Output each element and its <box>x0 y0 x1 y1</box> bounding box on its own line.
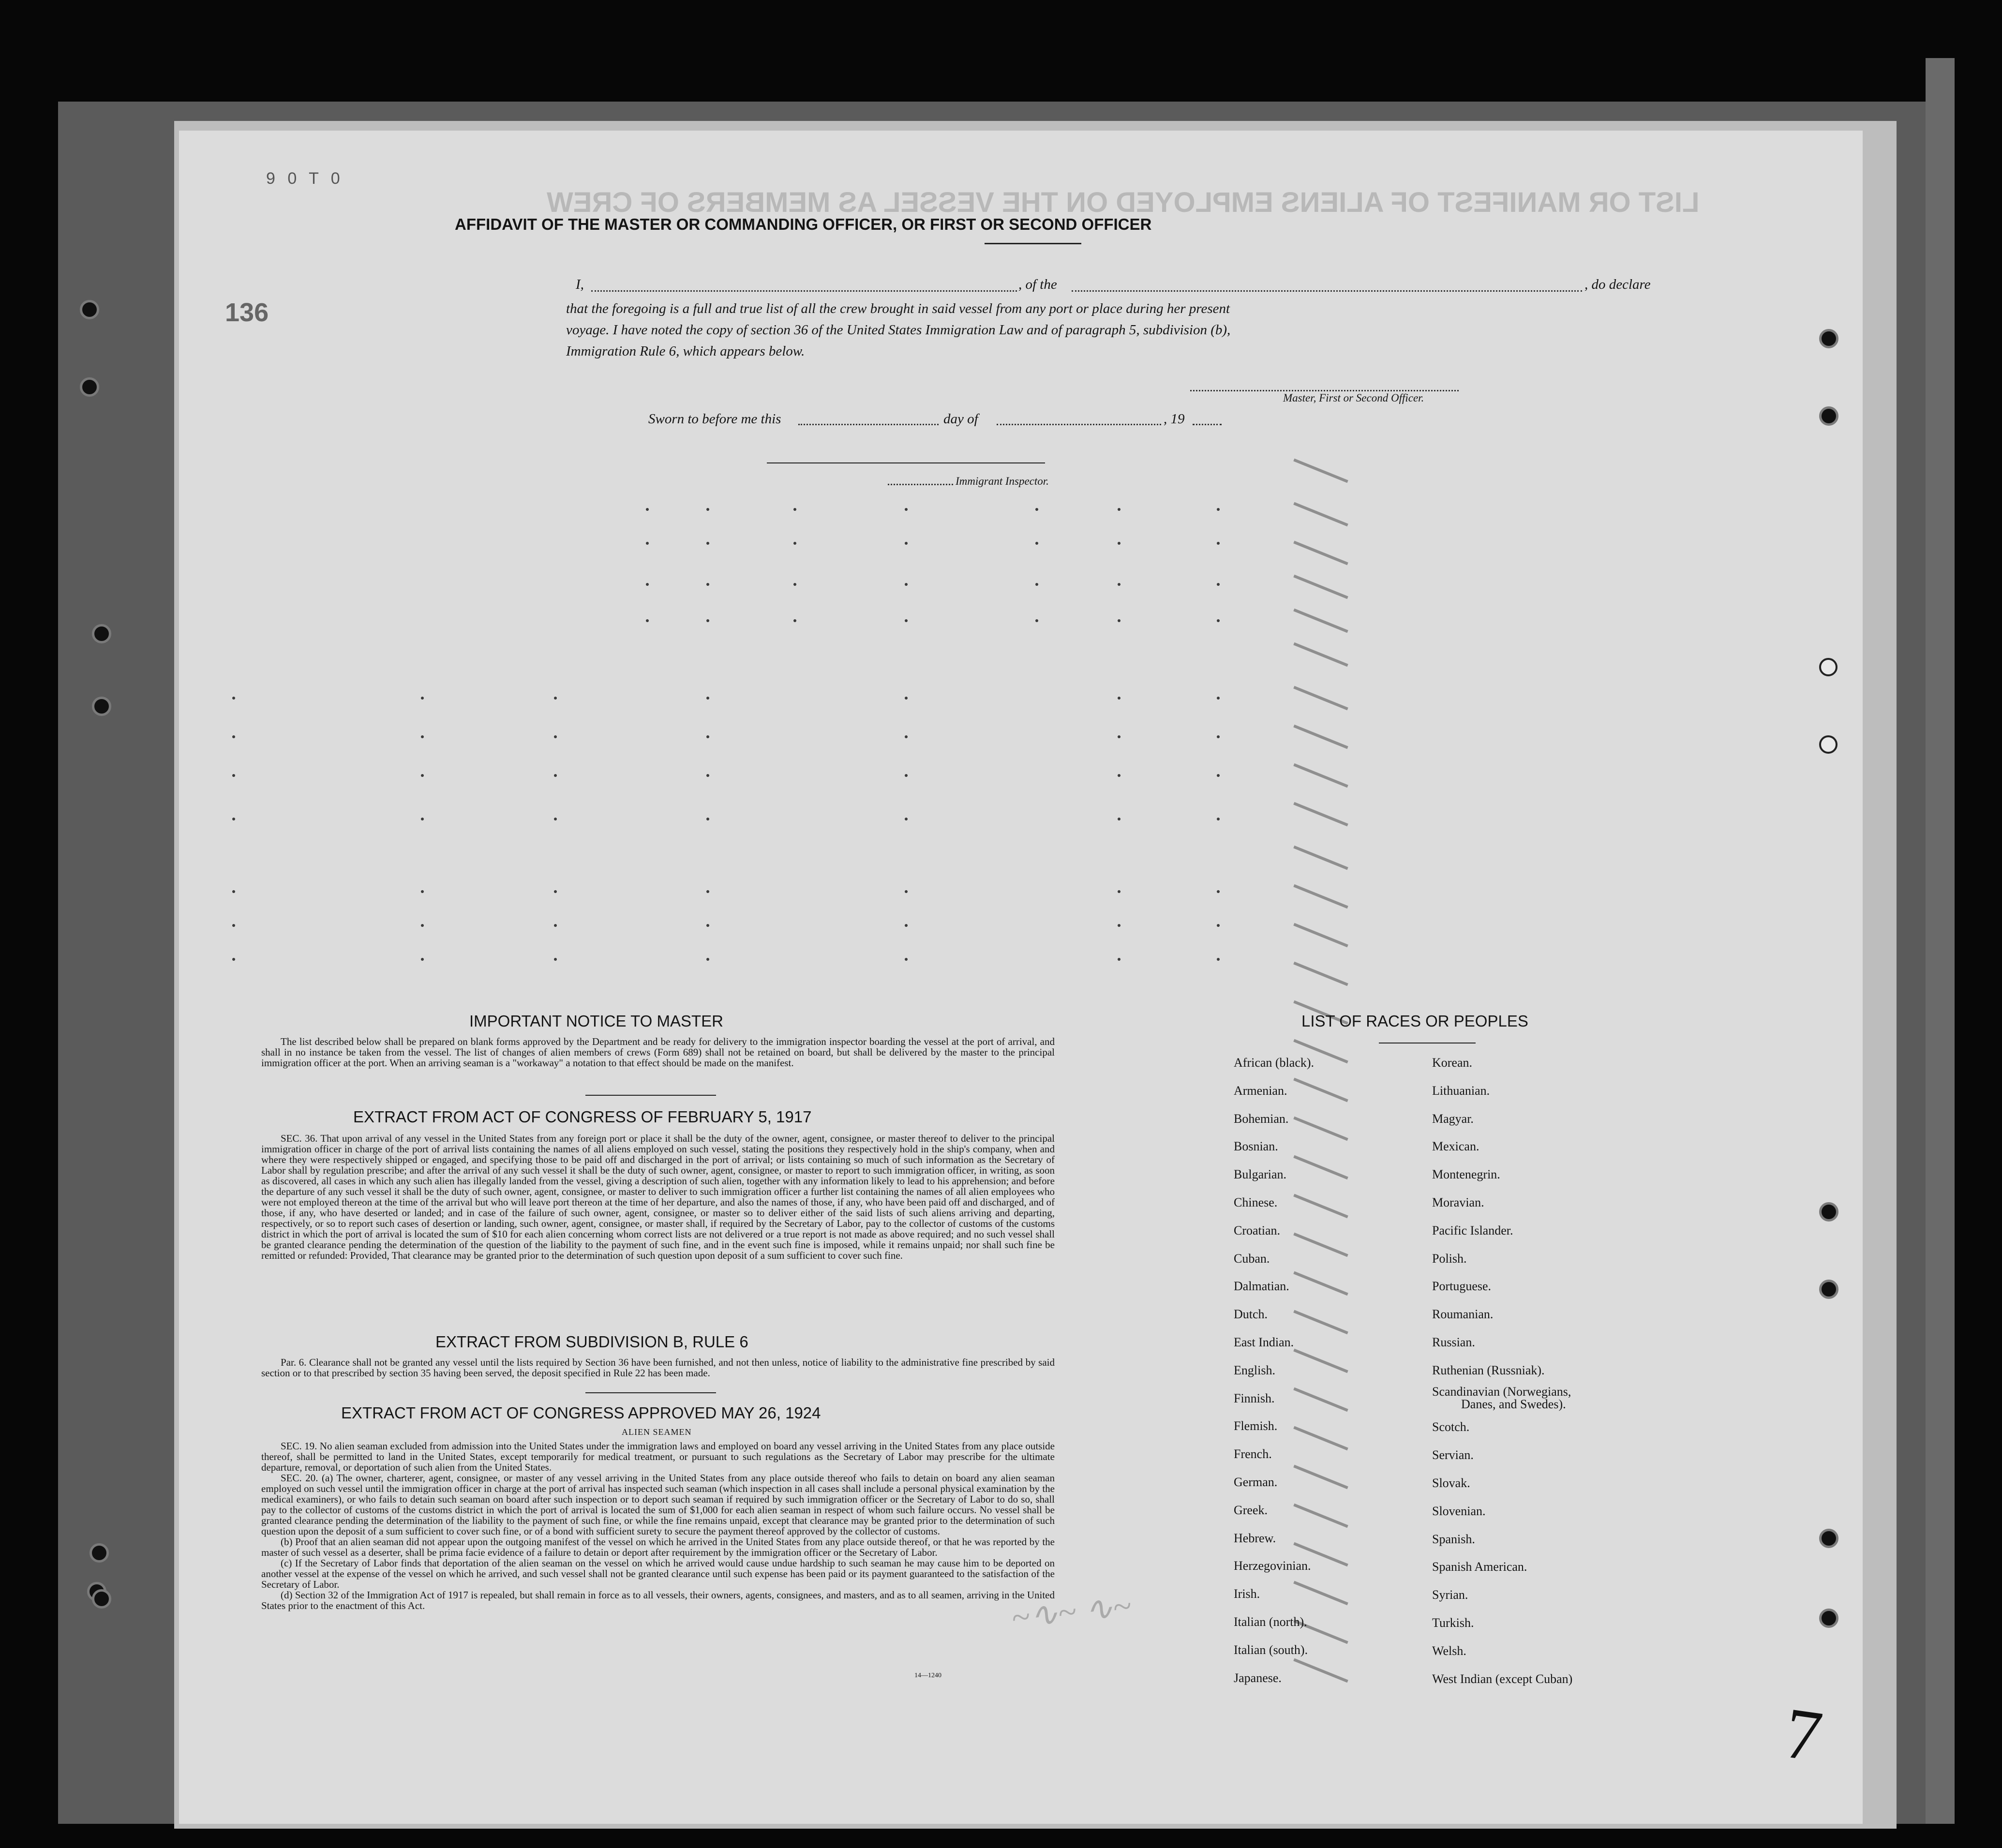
race-item: Welsh. <box>1432 1643 1466 1658</box>
extract-rule6-text: Par. 6. Clearance shall not be granted any vessel until the lists required by Section 36 have been furnished, and not then unless, notice of liability to the administrative fine prescribed by said section or to that prescribed by section 35 having been served, the deposit specified in Rule 22 has been made. <box>261 1356 1055 1379</box>
sworn-month-blank <box>997 424 1161 425</box>
race-item: Herzegovinian. <box>1234 1559 1311 1573</box>
binder-hole <box>1819 329 1838 348</box>
extract-rule6-title: EXTRACT FROM SUBDIVISION B, RULE 6 <box>435 1333 748 1351</box>
sworn-day-label: day of <box>943 411 978 427</box>
race-item: Scandinavian (Norwegians, <box>1432 1384 1571 1399</box>
master-name-blank <box>591 290 1017 292</box>
race-item: Italian (north). <box>1234 1614 1307 1629</box>
race-item: French. <box>1234 1447 1272 1461</box>
race-item: African (black). <box>1234 1056 1315 1070</box>
inspector-signature-line <box>767 462 1045 463</box>
race-item: Pacific Islander. <box>1432 1223 1513 1237</box>
affidavit-title: AFFIDAVIT OF THE MASTER OR COMMANDING OFFICER, OR FIRST OR SECOND OFFICER <box>455 215 1152 233</box>
sworn-prefix: Sworn to before me this <box>648 411 781 427</box>
inspector-blank <box>888 484 953 485</box>
race-item: Servian. <box>1432 1448 1474 1462</box>
binder-hole <box>1819 735 1838 754</box>
race-item: Ruthenian (Russniak). <box>1432 1363 1545 1377</box>
extract-1917-block <box>261 1133 1055 1261</box>
race-item: Slovak. <box>1432 1475 1470 1490</box>
extract-1917-title: EXTRACT FROM ACT OF CONGRESS OF FEBRUARY 5, 1917 <box>353 1108 812 1126</box>
extract-1924-title: EXTRACT FROM ACT OF CONGRESS APPROVED MAY 26, 1924 <box>341 1404 821 1422</box>
race-item: Magyar. <box>1432 1111 1474 1126</box>
race-item: Russian. <box>1432 1335 1475 1349</box>
race-item: Chinese. <box>1234 1195 1278 1209</box>
document-sheet <box>179 131 1863 1824</box>
race-item: Dalmatian. <box>1234 1279 1289 1294</box>
race-item: West Indian (except Cuban) <box>1432 1671 1573 1686</box>
race-item: Hebrew. <box>1234 1531 1276 1545</box>
bleed-through-heading: LIST OR MANIFEST OF ALIENS EMPLOYED ON THE VESSEL AS MEMBERS OF CREW <box>547 187 1700 218</box>
binder-hole <box>80 300 99 319</box>
binder-hole <box>1819 1280 1838 1299</box>
race-item: Finnish. <box>1234 1391 1275 1405</box>
race-item: East Indian. <box>1234 1335 1294 1349</box>
race-item: Lithuanian. <box>1432 1083 1490 1098</box>
left-margin-number: 136 <box>225 298 269 327</box>
race-item: Italian (south). <box>1234 1642 1308 1657</box>
race-item: Japanese. <box>1234 1670 1282 1685</box>
pencil-scrawl: ~∿~ ∿~ <box>1009 1587 1133 1637</box>
race-item: Turkish. <box>1432 1615 1474 1630</box>
affidavit-line-2: that the foregoing is a full and true list of all the crew brought in said vessel from any port or place during her present <box>566 301 1230 316</box>
sec20d-text: (d) Section 32 of the Immigration Act of 1917 is repealed, but shall remain in force as to all vessels, their owners, agents, consignees, and masters, and as to all seamen, arriving in the United States prior to the enactment of this Act. <box>261 1589 1055 1611</box>
rule6-rule <box>585 1392 716 1393</box>
sworn-day-blank <box>798 424 939 425</box>
binder-hole <box>1819 1529 1838 1548</box>
notice-title: IMPORTANT NOTICE TO MASTER <box>469 1012 724 1030</box>
races-column-2 <box>1432 1049 1572 1693</box>
alien-seamen-subtitle: ALIEN SEAMEN <box>622 1427 692 1437</box>
binder-hole <box>1819 1202 1838 1222</box>
notice-rule <box>585 1095 716 1096</box>
extract-1924-block <box>261 1441 1055 1611</box>
race-item: Irish. <box>1234 1587 1260 1601</box>
extract-1917-text: SEC. 36. That upon arrival of any vessel in the United States from any foreign port or place it shall be the duty of the owner, agent, consignee, or master thereof to deliver to the principal immigration officer in charge of the port of arrival lists containing the names of all aliens employed on such vessel, stating the positions they respectively hold in the ship's company, when and where they were respectively shipped or engaged, and specifying those to be paid off and discharged in the port of arrival; or lists containing so much of such information as the Secretary of Labor shall by regulation prescribe; and after the arrival of any such vessel it shall be the duty of such owner, agent, consignee, or master to report to such immigration officer, in writing, as soon as discovered, all cases in which any such alien has illegally landed from the vessel, giving a description of such alien, together with any information likely to lead to his apprehension; and before the departure of any such vessel it shall be the duty of such owner, agent, consignee, or master to deliver to such immigration officer a further list containing the names of all alien employees who were not employed thereon at the time of the arrival but who will leave port thereon at the time of her departure, and also the names of those, if any, who have been paid off and discharged, and of those, if any, who have deserted or landed; and in case of the failure of such owner, agent, consignee, or master so to deliver either of the said lists of such aliens arriving and departing, respectively, or so to report such cases of desertion or landing, such owner, agent, consignee, or master shall, if required by the Secretary of Labor, pay to the collector of customs of the customs district in which the port of arrival is located the sum of $10 for each alien concerning whom correct lists are not delivered or a true report is not made as above required; and no such vessel shall be granted clearance pending the determination of the question of the liability to the payment of such fine, and in the event such fine is imposed, while it remains unpaid; nor shall such fine be remitted or refunded: Provided, That clearance may be granted prior to the determination of such question upon deposit of a sum sufficient to cover such fine. <box>261 1133 1055 1261</box>
race-item: Portuguese. <box>1432 1279 1492 1294</box>
corner-mark: 7 <box>1779 1692 1827 1777</box>
race-item: Slovenian. <box>1432 1504 1486 1518</box>
sec20b-text: (b) Proof that an alien seaman did not appear upon the outgoing manifest of the vessel on which he arrived in the United States from any place outside thereof, or that he was reported by the master of such vessel as a deserter, shall be prima facie evidence of a failure to detain or deport after requirement by the immigration officer or the Secretary of Labor. <box>261 1536 1055 1558</box>
notice-text-block <box>261 1036 1055 1068</box>
race-item: Dutch. <box>1234 1307 1268 1322</box>
affidavit-declare: , do declare <box>1584 277 1651 292</box>
top-left-stamp: 9 0 T 0 <box>266 169 344 188</box>
sworn-year-label: , 19 <box>1164 411 1185 427</box>
race-item: Armenian. <box>1234 1083 1287 1098</box>
affidavit-title-rule <box>985 243 1081 244</box>
notice-text: The list described below shall be prepared on blank forms approved by the Department and be ready for delivery to the immigration inspector boarding the vessel at the port of arrival, and shall in no instance be taken from the vessel. The list of changes of alien members of crews (Form 689) shall not be retained on board, but shall be delivered by the master to the principal immigration officer at the port. When an arriving seaman is a "workaway" a notation to that effect should be made on the manifest. <box>261 1036 1055 1069</box>
form-number: 14—1240 <box>914 1672 941 1679</box>
binder-hole <box>1819 406 1838 426</box>
race-item: German. <box>1234 1475 1278 1489</box>
race-item: Cuban. <box>1234 1251 1270 1266</box>
affidavit-of-the: , of the <box>1018 277 1057 292</box>
affidavit-line-3: voyage. I have noted the copy of section 36 of the United States Immigration Law and of paragraph 5, subdivision (b), <box>566 322 1231 338</box>
race-item: Greek. <box>1234 1503 1268 1517</box>
binder-hole <box>92 624 111 643</box>
sec19-text: SEC. 19. No alien seaman excluded from admission into the United States under the immigration laws and employed on board any vessel arriving in the United States from any place outside thereof, shall be permitted to land in the United States, except temporarily for medical treatment, or pursuant to such regulations as the Secretary of Labor may prescribe for the ultimate departure, removal, or deportation of such alien from the United States. <box>261 1440 1055 1473</box>
races-title: LIST OF RACES OR PEOPLES <box>1301 1012 1528 1030</box>
sworn-year-blank <box>1193 424 1222 425</box>
races-column-1 <box>1234 1049 1314 1692</box>
race-item: Bohemian. <box>1234 1111 1289 1126</box>
race-item: Polish. <box>1432 1251 1467 1266</box>
binder-hole <box>92 1589 111 1609</box>
master-signature-label: Master, First or Second Officer. <box>1283 392 1424 404</box>
race-item: Roumanian. <box>1432 1307 1494 1322</box>
race-item: Croatian. <box>1234 1223 1281 1237</box>
binder-hole <box>80 377 99 397</box>
binder-hole <box>92 697 111 716</box>
affidavit-i: I, <box>576 277 584 292</box>
race-item-wrap: Danes, and Swedes). <box>1461 1397 1566 1411</box>
binder-hole <box>1819 1609 1838 1628</box>
race-item: Montenegrin. <box>1432 1167 1500 1182</box>
race-item: Spanish. <box>1432 1532 1475 1546</box>
race-item: Bulgarian. <box>1234 1167 1287 1182</box>
race-item: Spanish American. <box>1432 1560 1527 1574</box>
race-item: English. <box>1234 1363 1275 1377</box>
race-item: Flemish. <box>1234 1419 1278 1433</box>
vessel-name-blank <box>1072 290 1582 292</box>
binder-hole <box>1819 658 1838 676</box>
race-item: Syrian. <box>1432 1588 1468 1602</box>
inspector-label: Immigrant Inspector. <box>956 475 1049 487</box>
sec20c-text: (c) If the Secretary of Labor finds that deportation of the alien seaman on the vessel on which he arrived would cause undue hardship to such seaman he may cause him to be deported on another vessel at the expense of the vessel on which he arrived, and such vessel shall not be granted clearance until such expense has been paid or its payment guaranteed to the satisfaction of the Secretary of Labor. <box>261 1557 1055 1590</box>
race-item: Bosnian. <box>1234 1139 1278 1154</box>
race-item: Moravian. <box>1432 1195 1484 1209</box>
binder-hole <box>90 1543 109 1563</box>
affidavit-line-4: Immigration Rule 6, which appears below. <box>566 343 805 359</box>
master-signature-blank <box>1190 390 1459 391</box>
sec20a-text: SEC. 20. (a) The owner, charterer, agent, consignee, or master of any vessel arriving in the United States from any place outside thereof who fails to detain on board any alien seaman employed on such vessel until the immigration officer in charge at the port of arrival has inspected such seaman (which inspection in all cases shall include a personal physical examination by the medical examiners), or who fails to detain such seaman on board after such inspection or to deport such seaman if required by such immigration officer or the Secretary of Labor to do so, shall pay to the collector of customs of the customs district in which the port of arrival is located the sum of $1,000 for each alien seaman in respect of whom such failure occurs. No vessel shall be granted clearance pending the determination of the liability to the payment of such fine, or while the fine remains unpaid, except that clearance may be granted prior to the determination of such question upon the deposit of a sum sufficient to cover such fine, or of a bond with sufficient surety to secure the payment thereof approved by the collector of customs. <box>261 1472 1055 1537</box>
race-item: Scotch. <box>1432 1420 1470 1434</box>
race-item: Korean. <box>1432 1056 1473 1070</box>
extract-rule6-block <box>261 1357 1055 1378</box>
backing-board-edge <box>1926 58 1955 1824</box>
race-item: Mexican. <box>1432 1139 1479 1154</box>
